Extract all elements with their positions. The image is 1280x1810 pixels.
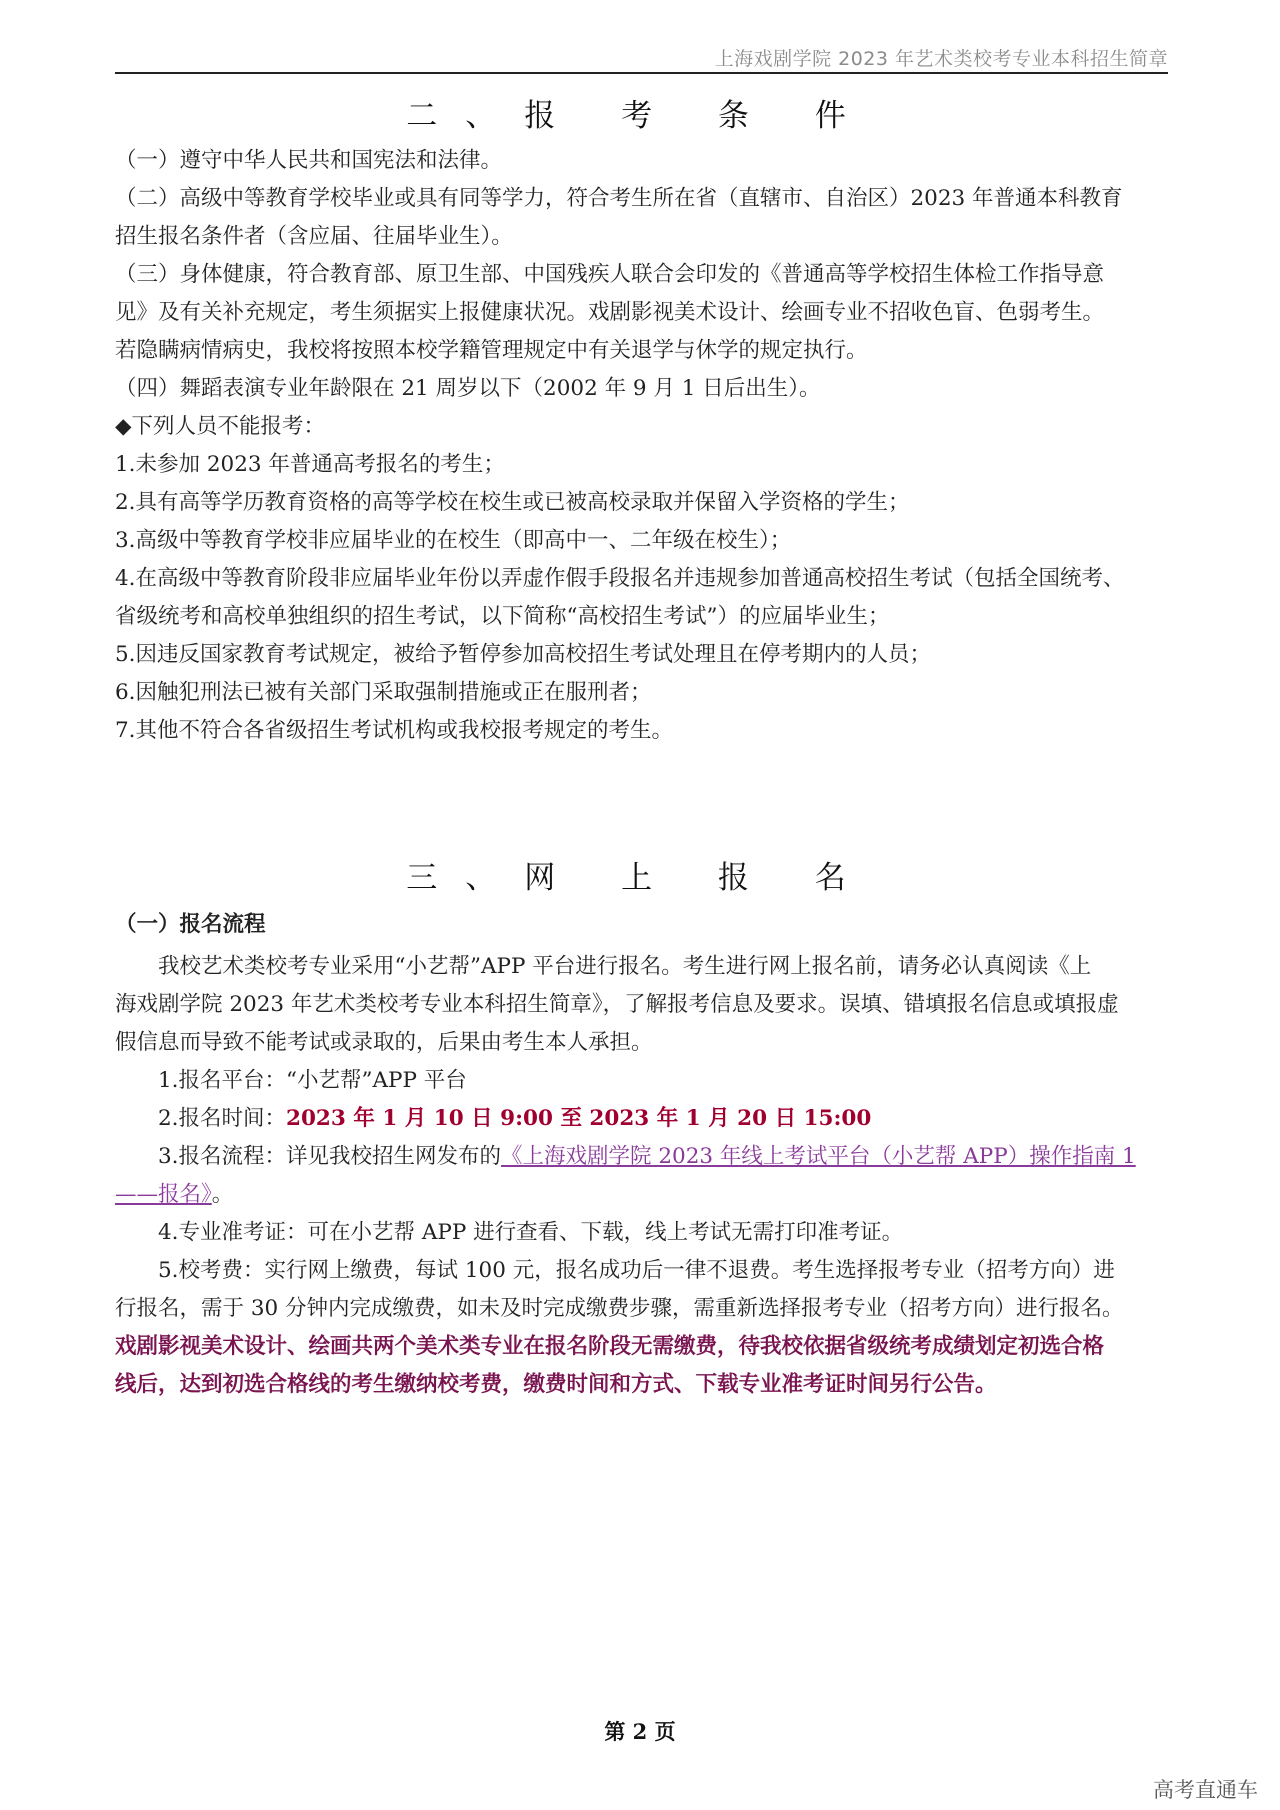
section-title-registration: 三、网 上 报 名 [406, 860, 874, 896]
exclusion-item: 4.在高级中等教育阶段非应届毕业年份以弄虚作假手段报名并违规参加普通高校招生考试（包括全国统考、 [115, 566, 1125, 591]
header-rule [115, 72, 1168, 74]
item-platform: 1.报名平台：“小艺帮”APP 平台 [158, 1068, 467, 1093]
section-title-conditions: 二、报 考 条 件 [406, 98, 874, 134]
intro-line: 海戏剧学院 2023 年艺术类校考专业本科招生简章》，了解报考信息及要求。误填、错填报名信息或填报虚 [115, 992, 1119, 1017]
running-header: 上海戏剧学院 2023 年艺术类校考专业本科招生简章 [714, 48, 1168, 70]
exclusion-item: 2.具有高等学历教育资格的高等学校在校生或已被高校录取并保留入学资格的学生； [115, 490, 910, 515]
condition-line: （一）遵守中华人民共和国宪法和法律。 [115, 148, 503, 173]
condition-line: （四）舞蹈表演专业年龄限在 21 周岁以下（2002 年 9 月 1 日后出生）。 [115, 376, 821, 401]
item-process-cont [115, 1180, 1168, 1210]
page-number: 第 2 页 [604, 1719, 676, 1744]
guide-link[interactable]: 《上海戏剧学院 2023 年线上考试平台（小艺帮 APP）操作指南 1 [501, 1144, 1136, 1169]
fee-notice: 戏剧影视美术设计、绘画共两个美术类专业在报名阶段无需缴费，待我校依据省级统考成绩划定初选合格 [115, 1334, 1105, 1359]
intro-line: 我校艺术类校考专业采用“小艺帮”APP 平台进行报名。考生进行网上报名前，请务必认真阅读《上 [158, 954, 1092, 979]
condition-line: 招生报名条件者（含应届、往届毕业生）。 [115, 224, 513, 249]
exclusion-item: 省级统考和高校单独组织的招生考试，以下简称“高校招生考试”）的应届毕业生； [115, 604, 890, 629]
item-process [158, 1142, 1168, 1172]
item-time-label: 2.报名时间： [158, 1106, 287, 1131]
fee-notice: 线后，达到初选合格线的考生缴纳校考费，缴费时间和方式、下载专业准考证时间另行公告。 [115, 1372, 997, 1397]
exclusion-item: 7.其他不符合各省级招生考试机构或我校报考规定的考生。 [115, 718, 674, 743]
guide-link-cont[interactable]: ——报名》 [115, 1182, 212, 1207]
watermark: 高考直通车 [1153, 1778, 1258, 1802]
item-process-label: 3.报名流程：详见我校招生网发布的 [158, 1144, 502, 1169]
intro-line: 假信息而导致不能考试或录取的，后果由考生本人承担。 [115, 1030, 653, 1055]
item-admission-ticket: 4.专业准考证：可在小艺帮 APP 进行查看、下载，线上考试无需打印准考证。 [158, 1220, 904, 1245]
exclusion-item: 6.因触犯刑法已被有关部门采取强制措施或正在服刑者； [115, 680, 652, 705]
item-time [158, 1104, 1168, 1134]
condition-line: （三）身体健康，符合教育部、原卫生部、中国残疾人联合会印发的《普通高等学校招生体检工作指导意 [115, 262, 1105, 287]
item-fee: 行报名，需于 30 分钟内完成缴费，如未及时完成缴费步骤，需重新选择报考专业（招考方向）进行报名。 [115, 1296, 1124, 1321]
condition-line: 见》及有关补充规定，考生须据实上报健康状况。戏剧影视美术设计、绘画专业不招收色盲、色弱考生。 [115, 300, 1105, 325]
exclusion-item: 5.因违反国家教育考试规定，被给予暂停参加高校招生考试处理且在停考期内的人员； [115, 642, 932, 667]
condition-line: 若隐瞒病情病史，我校将按照本校学籍管理规定中有关退学与休学的规定执行。 [115, 338, 868, 363]
exclusion-item: 3.高级中等教育学校非应届毕业的在校生（即高中一、二年级在校生）； [115, 528, 792, 553]
exclusion-heading: ◆下列人员不能报考： [115, 414, 326, 439]
subheading-process: （一）报名流程 [115, 912, 266, 937]
exclusion-item: 1.未参加 2023 年普通高考报名的考生； [115, 452, 505, 477]
registration-time: 2023 年 1 月 10 日 9:00 至 2023 年 1 月 20 日 15:00 [286, 1106, 872, 1131]
item-process-tail: 。 [211, 1182, 234, 1207]
item-fee: 5.校考费：实行网上缴费，每试 100 元，报名成功后一律不退费。考生选择报考专业（招考方向）进 [158, 1258, 1115, 1283]
condition-line: （二）高级中等教育学校毕业或具有同等学力，符合考生所在省（直辖市、自治区）2023 年普通本科教育 [115, 186, 1123, 211]
